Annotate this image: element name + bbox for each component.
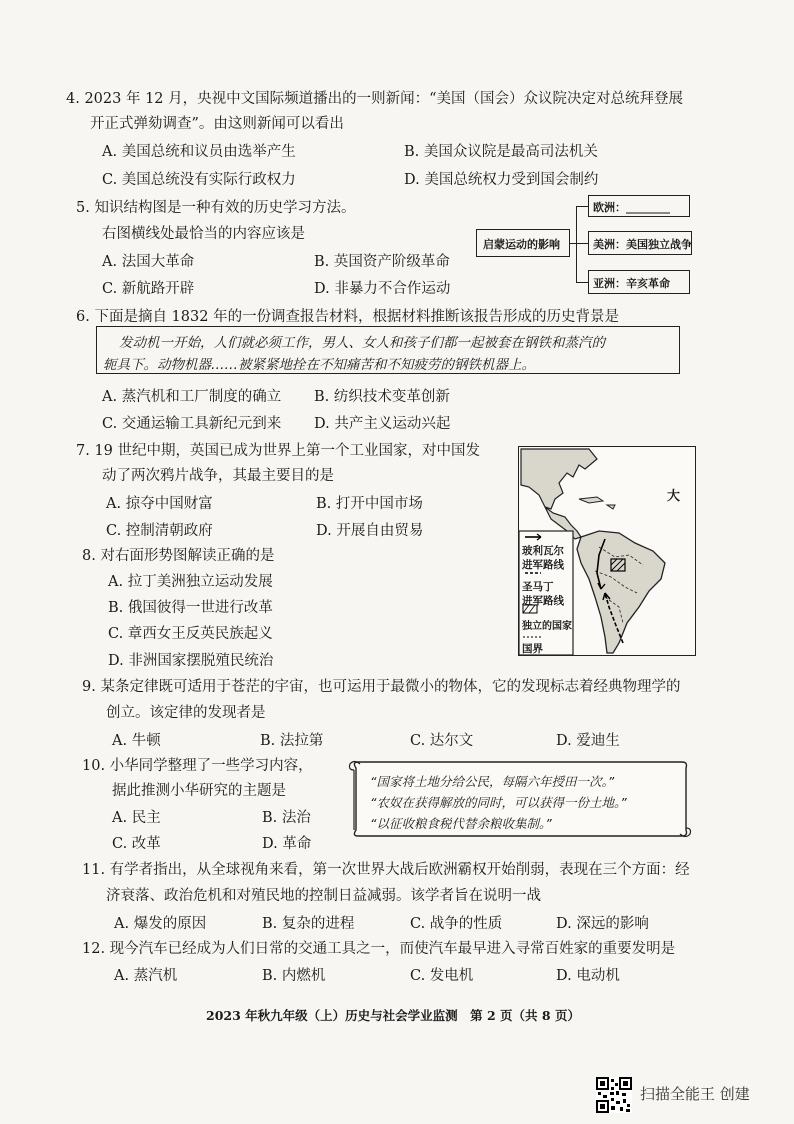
page-footer: 2023 年秋九年级（上）历史与社会学业监测 第 2 页（共 8 页） [206, 1008, 580, 1023]
q12-option-d: D. 电动机 [556, 968, 620, 984]
q12-option-c: C. 发电机 [410, 968, 474, 984]
q7-option-a: A. 掠夺中国财富 [106, 496, 213, 512]
q10-option-a: A. 民主 [112, 810, 161, 826]
q5-stem-line2: 右图横线处最恰当的内容应该是 [102, 226, 305, 242]
watermark-text: 扫描全能王 创建 [640, 1085, 750, 1103]
q7-option-b: B. 打开中国市场 [316, 496, 423, 512]
q5-option-b: B. 英国资产阶级革命 [314, 254, 450, 270]
diagram-branch-line-1 [576, 206, 588, 207]
q12-option-a: A. 蒸汽机 [114, 968, 178, 984]
diagram-branch-asia [588, 270, 690, 294]
map-ocean-label: 大 [667, 489, 681, 504]
map-legend-sanmartin-1: 圣马丁 [522, 581, 554, 593]
q12-option-b: B. 内燃机 [262, 968, 326, 984]
q5-stem-line1: 5. 知识结构图是一种有效的历史学习方法。 [76, 200, 356, 216]
q11-option-b: B. 复杂的进程 [262, 916, 355, 932]
q8-option-b: B. 俄国彼得一世进行改革 [108, 600, 273, 616]
q9-option-b: B. 法拉第 [260, 733, 324, 749]
q5-option-a: A. 法国大革命 [102, 254, 195, 270]
q8-option-c: C. 章西女王反英民族起义 [108, 626, 273, 642]
scroll-line1: “国家将土地分给公民，每隔六年授田一次。” [370, 774, 615, 789]
q4-stem-line2: 开正式弹劾调查”。由这则新闻可以看出 [90, 116, 344, 132]
q4-option-c: C. 美国总统没有实际行政权力 [102, 172, 296, 188]
diagram-branch-europe-label: 欧洲：________ [593, 201, 670, 214]
q11-stem-line1: 11. 有学者指出，从全球视角来看，第一次世界大战后欧洲霸权开始削弱，表现在三个方面：经 [82, 862, 690, 878]
q7-stem-line2: 动了两次鸦片战争，其最主要目的是 [102, 468, 334, 484]
diagram-branch-america [588, 231, 692, 255]
map-legend-bolivar-2: 进军路线 [522, 559, 564, 571]
scroll-line3: “以征收粮食税代替余粮收集制。” [370, 816, 552, 831]
q6-stem: 6. 下面是摘自 1832 年的一份调查报告材料，根据材料推断该报告形成的历史背景是 [76, 309, 620, 325]
qr-code-icon [596, 1077, 632, 1113]
q6-quote-box [96, 326, 680, 374]
q6-quote-line2: 轭具下。动物机器……被紧紧地拴在不知痛苦和不知疲劳的钢铁机器上。 [103, 357, 535, 373]
diagram-root-box [476, 229, 570, 257]
q8-option-a: A. 拉丁美洲独立运动发展 [108, 574, 273, 590]
diagram-branch-asia-label: 亚洲：辛亥革命 [593, 277, 670, 290]
q4-stem-line1: 4. 2023 年 12 月，央视中文国际频道播出的一则新闻：“美国（国会）众议院决定对总统拜登展 [66, 91, 684, 107]
map-legend-border: 国界 [522, 643, 543, 655]
diagram-branch-line-3 [576, 282, 588, 283]
q9-stem-line2: 创立。该定律的发现者是 [106, 705, 266, 721]
q11-option-d: D. 深远的影响 [556, 916, 649, 932]
scroll-line2: “农奴在获得解放的同时，可以获得一份土地。” [370, 795, 627, 810]
q10-option-b: B. 法治 [262, 810, 311, 826]
q10-stem-line1: 10. 小华同学整理了一些学习内容， [82, 758, 313, 774]
diagram-root-label: 启蒙运动的影响 [483, 238, 560, 251]
map-legend-sanmartin-2: 进军路线 [522, 595, 564, 607]
map-legend-bolivar-1: 玻利瓦尔 [522, 545, 564, 557]
diagram-branch-america-label: 美洲：美国独立战争 [593, 238, 692, 251]
diagram-bracket [576, 206, 577, 282]
q8-option-d: D. 非洲国家摆脱殖民统治 [108, 653, 274, 669]
q9-option-c: C. 达尔文 [410, 733, 474, 749]
q9-stem-line1: 9. 某条定律既可适用于苍茫的宇宙，也可运用于最微小的物体，它的发现标志着经典物理学的 [82, 679, 681, 695]
q9-option-a: A. 牛顿 [112, 733, 161, 749]
q6-option-c: C. 交通运输工具新纪元到来 [102, 416, 282, 432]
q4-option-b: B. 美国众议院是最高司法机关 [404, 144, 598, 160]
q10-stem-line2: 据此推测小华研究的主题是 [112, 783, 286, 799]
q6-quote-line1: 发动机一开始，人们就必须工作，男人、女人和孩子们都一起被套在钢铁和蒸汽的 [119, 335, 605, 351]
q4-option-a: A. 美国总统和议员由选举产生 [102, 144, 296, 160]
map-legend-independent: 独立的国家 [522, 621, 572, 632]
q7-option-c: C. 控制清朝政府 [106, 523, 213, 539]
q9-option-d: D. 爱迪生 [556, 733, 620, 749]
q8-stem: 8. 对右面形势图解读正确的是 [82, 548, 275, 564]
latin-america-map [518, 446, 696, 656]
q5-option-d: D. 非暴力不合作运动 [314, 281, 451, 297]
q6-option-a: A. 蒸汽机和工厂制度的确立 [102, 389, 282, 405]
diagram-branch-europe [588, 195, 690, 217]
q11-option-a: A. 爆发的原因 [114, 916, 207, 932]
q7-option-d: D. 开展自由贸易 [316, 523, 424, 539]
q7-stem-line1: 7. 19 世纪中期，英国已成为世界上第一个工业国家，对中国发 [76, 443, 481, 459]
q10-option-c: C. 改革 [112, 836, 161, 852]
q11-option-c: C. 战争的性质 [410, 916, 503, 932]
q11-stem-line2: 济衰落、政治危机和对殖民地的控制日益减弱。该学者旨在说明一战 [106, 888, 541, 904]
q10-option-d: D. 革命 [262, 836, 312, 852]
q6-option-d: D. 共产主义运动兴起 [314, 416, 451, 432]
diagram-branch-line-2 [576, 243, 588, 244]
q12-stem: 12. 现今汽车已经成为人们日常的交通工具之一，而使汽车最早进入寻常百姓家的重要发明是 [82, 941, 676, 957]
q6-option-b: B. 纺织技术变革创新 [314, 389, 450, 405]
q4-option-d: D. 美国总统权力受到国会制约 [404, 172, 599, 188]
q5-option-c: C. 新航路开辟 [102, 281, 195, 297]
